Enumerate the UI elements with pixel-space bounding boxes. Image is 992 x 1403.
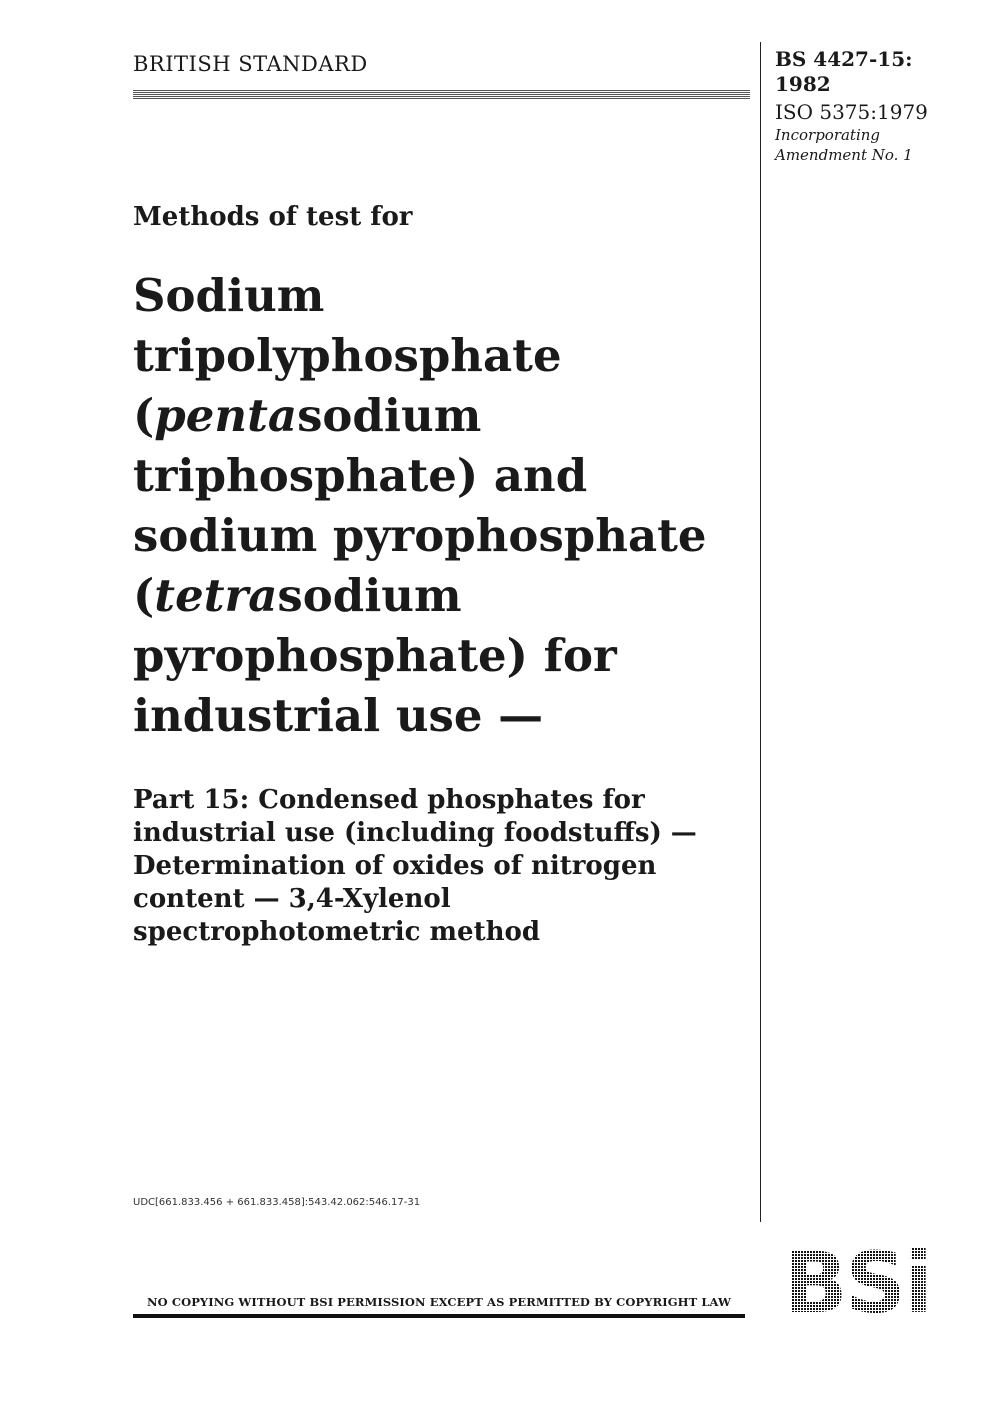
side-reference-block bbox=[775, 47, 985, 165]
part-line: content — 3,4-Xylenol bbox=[133, 884, 451, 914]
svg-text:BSi: BSi bbox=[783, 1242, 931, 1318]
udc-code: UDC[661.833.456 + 661.833.458]:543.42.062:546.17-31 bbox=[133, 1197, 421, 1208]
bs-year: 1982 bbox=[775, 72, 831, 96]
document-title bbox=[133, 266, 753, 746]
amendment-note-line1: Incorporating bbox=[775, 126, 881, 144]
bsi-logo bbox=[768, 1242, 946, 1318]
title-line: sodium pyrophosphate bbox=[133, 509, 707, 562]
part-line: spectrophotometric method bbox=[133, 917, 541, 947]
title-line: pyrophosphate) for bbox=[133, 629, 617, 682]
bs-number: BS 4427-15: bbox=[775, 47, 913, 71]
title-line: industrial use — bbox=[133, 689, 544, 742]
amendment-note-line2: Amendment No. 1 bbox=[775, 146, 913, 164]
title-line: Sodium bbox=[133, 269, 325, 322]
copyright-notice: NO COPYING WITHOUT BSI PERMISSION EXCEPT AS PERMITTED BY COPYRIGHT LAW bbox=[146, 1295, 732, 1309]
title-line: (pentasodium bbox=[133, 389, 482, 442]
part-subtitle bbox=[133, 784, 733, 949]
footer-rule bbox=[133, 1314, 745, 1318]
part-line: Determination of oxides of nitrogen bbox=[133, 851, 657, 881]
title-lead: Methods of test for bbox=[133, 202, 413, 232]
part-line: Part 15: Condensed phosphates for bbox=[133, 785, 645, 815]
part-line: industrial use (including foodstuffs) — bbox=[133, 818, 697, 848]
iso-number: ISO 5375:1979 bbox=[775, 100, 928, 124]
title-line: triphosphate) and bbox=[133, 449, 588, 502]
title-line: tripolyphosphate bbox=[133, 329, 562, 382]
vertical-divider bbox=[760, 42, 761, 1222]
standard-label: BRITISH STANDARD bbox=[133, 52, 368, 76]
title-line: (tetrasodium bbox=[133, 569, 462, 622]
header-rule bbox=[133, 90, 750, 99]
